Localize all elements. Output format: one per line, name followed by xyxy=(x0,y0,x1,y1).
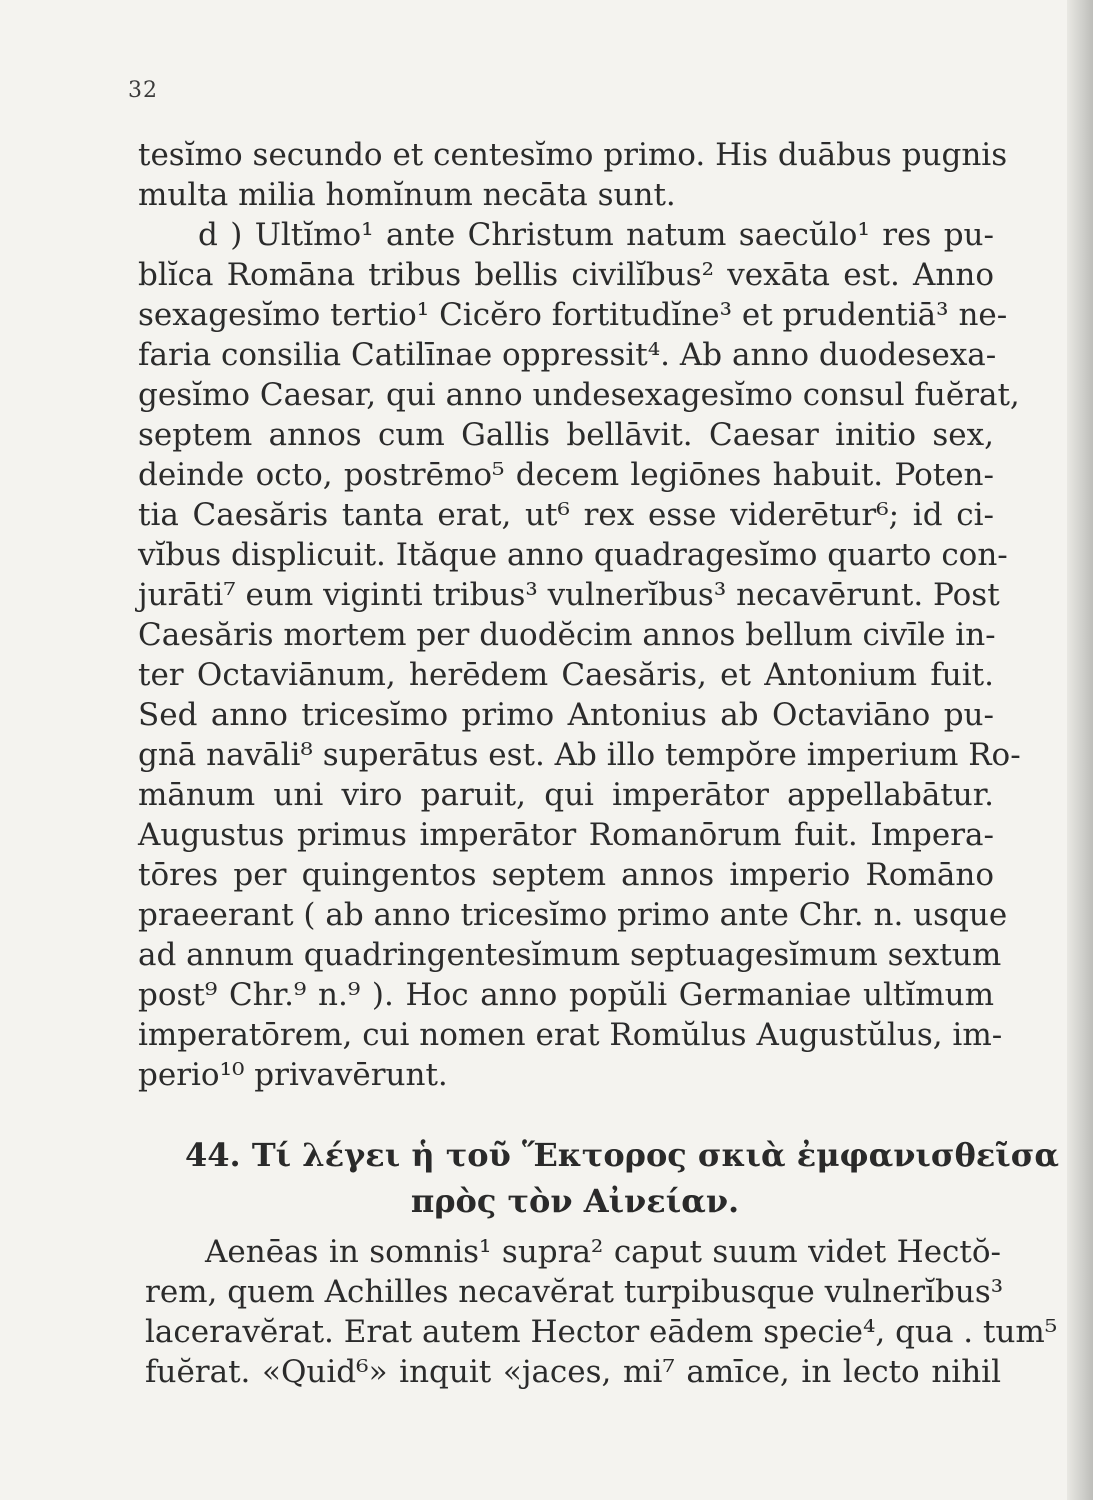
text-line: gesĭmo Caesar, qui anno undesexagesĭmo consul fuĕrat, xyxy=(138,377,1020,413)
text-line: Caesăris mortem per duodĕcim annos bellum civīle in- xyxy=(138,617,996,653)
text-line: imperatōrem, cui nomen erat Romŭlus Augustŭlus, im- xyxy=(138,1017,1003,1053)
text-line: ad annum quadringentesĭmum septuagesĭmum sextum xyxy=(138,937,1002,973)
text-line: multa milia homĭnum necāta sunt. xyxy=(138,177,676,213)
text-line: deinde octo, postrēmo⁵ decem legiōnes habuit. Poten- xyxy=(138,457,994,493)
text-line: blĭca Romāna tribus bellis civilĭbus² vexāta est. Anno xyxy=(138,257,994,293)
text-line: d ) Ultĭmo¹ ante Christum natum saecŭlo¹ res pu- xyxy=(198,217,994,253)
text-line: jurāti⁷ eum viginti tribus³ vulnerĭbus³ necavērunt. Post xyxy=(138,577,1000,613)
text-line: mānum uni viro paruit, qui imperātor appellabātur. xyxy=(138,777,994,813)
text-line: tesĭmo secundo et centesĭmo primo. His duābus pugnis xyxy=(138,137,1008,173)
paragraph-aeneas xyxy=(145,1232,1058,1392)
text-line: perio¹⁰ privavērunt. xyxy=(138,1057,448,1093)
section-heading-line-1: 44. Τί λέγει ἡ τοῦ Ἕκτορος σκιὰ ἐμφανισθεῖσα xyxy=(185,1136,1059,1174)
text-line: post⁹ Chr.⁹ n.⁹ ). Hoc anno popŭli Germaniae ultĭmum xyxy=(138,977,994,1013)
text-line: sexagesĭmo tertio¹ Cicĕro fortitudĭne³ et prudentiā³ ne- xyxy=(138,297,1008,333)
text-line: tōres per quingentos septem annos imperio Romāno xyxy=(138,857,994,893)
page-number: 32 xyxy=(128,78,158,103)
text-line: Aenēas in somnis¹ supra² caput suum videt Hectŏ- xyxy=(205,1234,1001,1270)
text-line: faria consilia Catilīnae oppressit⁴. Ab anno duodesexa- xyxy=(138,337,997,373)
section-heading-line-2: πρὸς τὸν Αἰνείαν. xyxy=(410,1182,740,1220)
text-line: tia Caesăris tanta erat, ut⁶ rex esse viderētur⁶; id ci- xyxy=(138,497,994,533)
text-line: fuĕrat. «Quid⁶» inquit «jaces, mi⁷ amīce, in lecto nihil xyxy=(145,1354,1001,1390)
page-edge xyxy=(1067,0,1093,1500)
text-line: praeerant ( ab anno tricesĭmo primo ante Chr. n. usque xyxy=(138,897,1008,933)
paragraph-history xyxy=(138,135,1021,1095)
text-line: Sed anno tricesĭmo primo Antonius ab Octaviāno pu- xyxy=(138,697,994,733)
text-line: rem, quem Achilles necavĕrat turpibusque vulnerĭbus³ xyxy=(145,1274,1004,1310)
text-line: laceravĕrat. Erat autem Hector eādem specie⁴, qua . tum⁵ xyxy=(145,1314,1058,1350)
text-line: Augustus primus imperātor Romanōrum fuit. Impera- xyxy=(138,817,994,853)
text-line: septem annos cum Gallis bellāvit. Caesar initio sex, xyxy=(138,417,994,453)
section-heading xyxy=(185,1132,1059,1224)
text-line: gnā navāli⁸ superātus est. Ab illo tempŏre imperium Ro- xyxy=(138,737,1021,773)
text-line: vĭbus displicuit. Ităque anno quadragesĭmo quarto con- xyxy=(138,537,1008,573)
text-line: ter Octaviānum, herēdem Caesăris, et Antonium fuit. xyxy=(138,657,994,693)
